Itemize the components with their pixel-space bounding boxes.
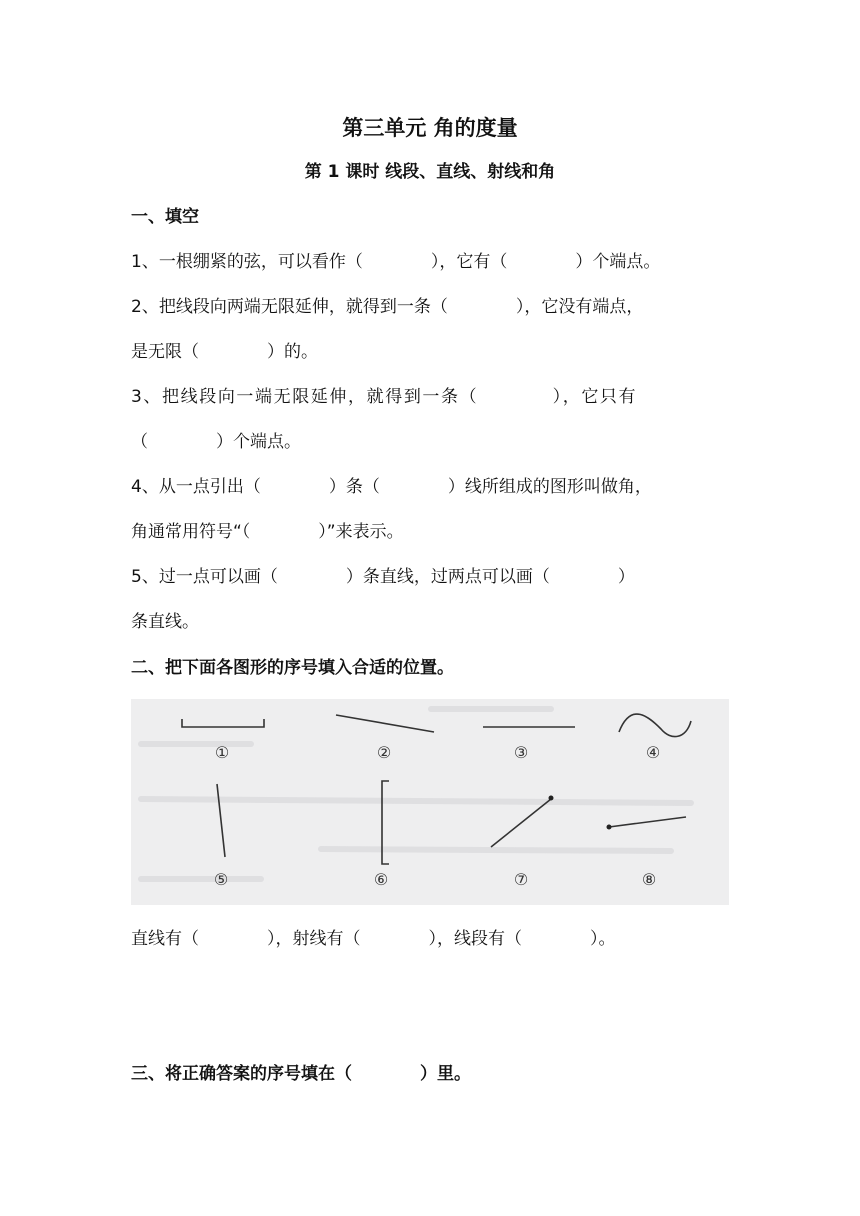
shape-8 — [609, 817, 686, 827]
question-2-line2: 是无限（ ）的。 — [131, 342, 318, 362]
figure-shapes — [131, 699, 729, 905]
shape-2 — [336, 715, 434, 732]
shape-4 — [619, 714, 691, 737]
section1-heading: 一、填空 — [131, 207, 199, 227]
unit-title: 第三单元 角的度量 — [342, 116, 518, 140]
figure-label-3: ③ — [513, 743, 529, 762]
figure-label-8: ⑧ — [641, 870, 657, 889]
question-4-line1: 4、从一点引出（ ）条（ ）线所组成的图形叫做角， — [131, 477, 652, 497]
section3-heading: 三、将正确答案的序号填在（ ）里。 — [131, 1064, 471, 1084]
figure-label-7: ⑦ — [513, 870, 529, 889]
question-3-line2: （ ）个端点。 — [131, 432, 301, 452]
figure-label-6: ⑥ — [373, 870, 389, 889]
question-1: 1、一根绷紧的弦，可以看作（ ），它有（ ）个端点。 — [131, 252, 661, 272]
figure-label-2: ② — [376, 743, 392, 762]
question-5-line2: 条直线。 — [131, 612, 199, 632]
shape-1 — [182, 719, 264, 727]
section2-answer: 直线有（ ），射线有（ ），线段有（ ）。 — [131, 929, 616, 949]
shape-7 — [491, 799, 551, 847]
figure-panel — [131, 699, 729, 905]
shape-7-endpoint — [549, 796, 554, 801]
question-5-line1: 5、过一点可以画（ ）条直线，过两点可以画（ ） — [131, 567, 635, 587]
figure-label-5: ⑤ — [213, 870, 229, 889]
figure-label-4: ④ — [645, 743, 661, 762]
section2-heading: 二、把下面各图形的序号填入合适的位置。 — [131, 658, 454, 678]
shape-8-endpoint — [607, 825, 612, 830]
question-4-line2: 角通常用符号“（ ）”来表示。 — [131, 522, 404, 542]
question-2-line1: 2、把线段向两端无限延伸，就得到一条（ ），它没有端点， — [131, 297, 644, 317]
shape-5 — [217, 784, 225, 857]
question-3-line1: 3、把线段向一端无限延伸，就得到一条（ ），它只有 — [131, 387, 638, 407]
lesson-subtitle: 第 1 课时 线段、直线、射线和角 — [304, 162, 556, 182]
figure-label-1: ① — [214, 743, 230, 762]
